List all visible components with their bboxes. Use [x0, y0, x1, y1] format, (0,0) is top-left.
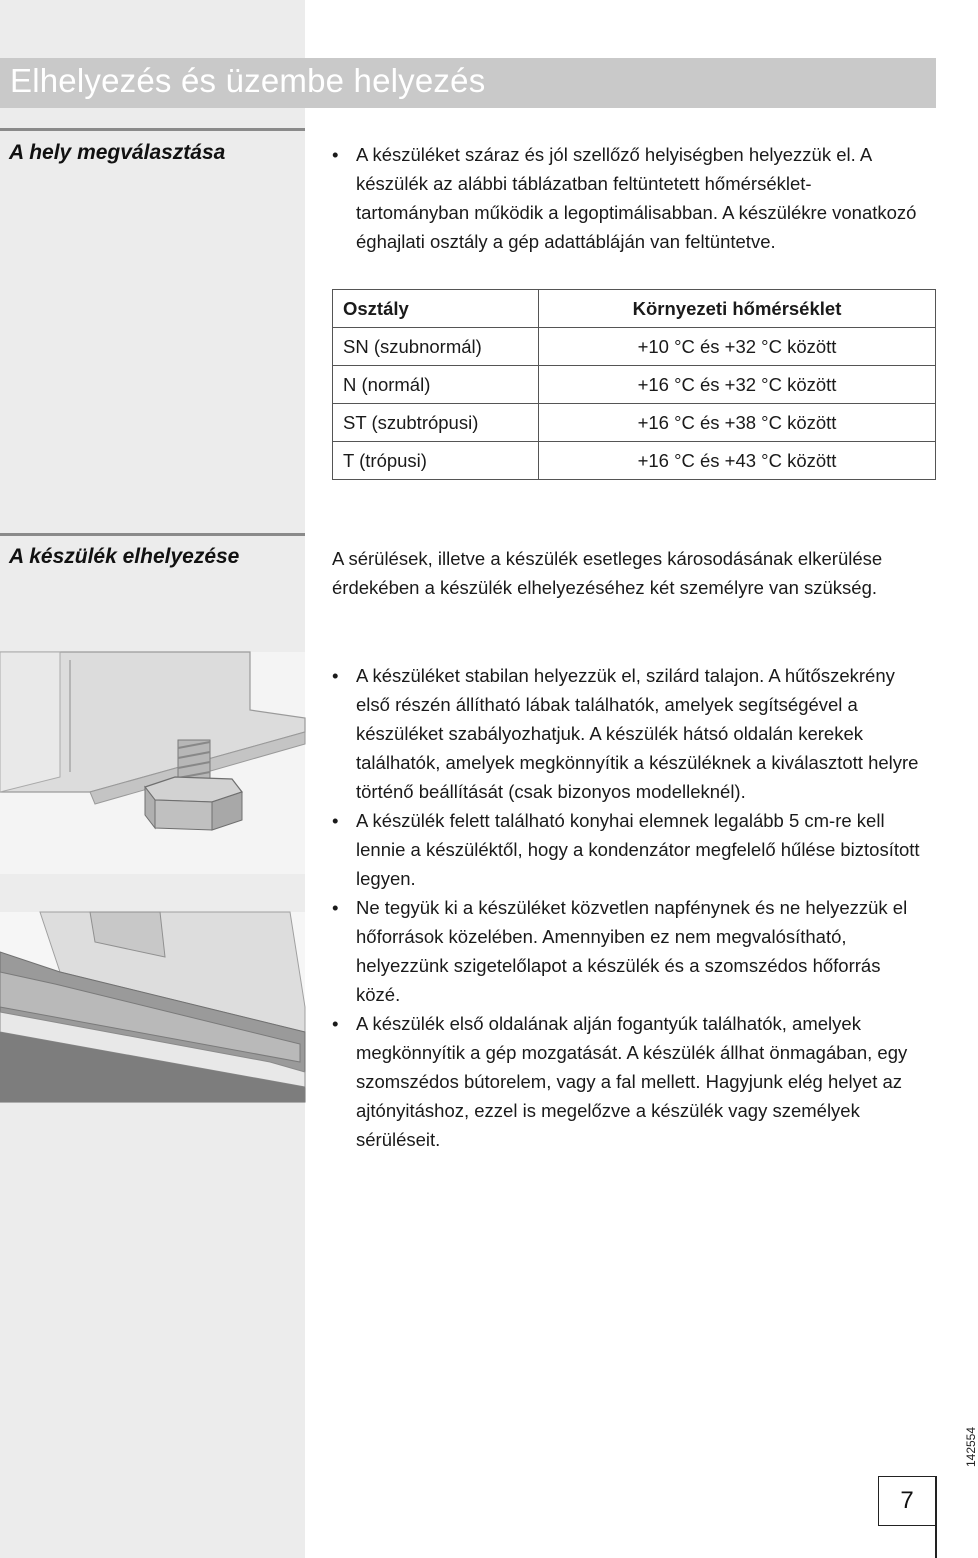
- section1-bullet-list: [332, 140, 917, 256]
- table-row: [333, 328, 936, 366]
- list-item: • A készüléket stabilan helyezzük el, szilárd talajon. A hűtőszekrény első részén állítható lábak találhatók, amelyek segítségével a készüléket szabályozhatjuk. A készülék hátsó oldalán kerekek találhatók, amelyek megkönnyítik a készüléknek a kiválasztott helyre történő beállítását (csak bizonyos modelleknél).: [332, 661, 922, 806]
- page-edge-line: [935, 1476, 937, 1558]
- table-row: [333, 404, 936, 442]
- appliance-base-illustration: [0, 912, 305, 1102]
- section2-intro: A sérülések, illetve a készülék esetleges károsodásának elkerülése érdekében a készülék elhelyezéséhez két személyre van szükség.: [332, 548, 883, 598]
- list-item: • Ne tegyük ki a készüléket közvetlen napfénynek és ne helyezzük el hőforrások közelében. Amennyiben ez nem megvalósítható, helyezzünk szigetelőlapot a készülék és a szomszédos hőforrás közé.: [332, 893, 922, 1009]
- section2-bullet-list: [332, 661, 922, 1154]
- table-cell-temperature: +16 °C és +38 °C között: [539, 404, 936, 442]
- section2-text: [332, 661, 922, 1154]
- column-header-temperature: Környezeti hőmérséklet: [539, 290, 936, 328]
- table-row: [333, 442, 936, 480]
- table-cell-temperature: +16 °C és +32 °C között: [539, 366, 936, 404]
- document-code: 142554: [964, 1426, 978, 1468]
- section-heading-placement: A készülék elhelyezése: [9, 545, 240, 568]
- adjustable-foot-illustration: [0, 652, 305, 874]
- appliance-base-handle-icon: [0, 912, 305, 1102]
- table-cell-class: SN (szubnormál): [333, 328, 539, 366]
- table-cell-class: T (trópusi): [333, 442, 539, 480]
- table-cell-temperature: +16 °C és +43 °C között: [539, 442, 936, 480]
- table-cell-class: ST (szubtrópusi): [333, 404, 539, 442]
- section-heading-location: A hely megválasztása: [9, 141, 226, 164]
- section1-text: [332, 140, 917, 256]
- table-header-row: [333, 290, 936, 328]
- section-rule: [0, 128, 305, 131]
- climate-class-table: [332, 289, 936, 480]
- list-item: • A készülék felett található konyhai elemnek legalább 5 cm-re kell lennie a készüléktől, hogy a kondenzátor megfelelő hűlése biztosított legyen.: [332, 806, 922, 893]
- adjustable-foot-icon: [0, 652, 305, 874]
- column-header-class: Osztály: [333, 290, 539, 328]
- section-rule: [0, 533, 305, 536]
- table-cell-class: N (normál): [333, 366, 539, 404]
- list-item: • A készüléket száraz és jól szellőző helyiségben helyezzük el. A készülék az alábbi táblázatban feltüntetett hőmérséklet-tartományban működik a legoptimálisabban. A készülékre vonatkozó éghajlati osztály a gép adattábláján van feltüntetve.: [332, 140, 917, 256]
- table-row: [333, 366, 936, 404]
- page-title: Elhelyezés és üzembe helyezés: [10, 62, 486, 99]
- page-number: 7: [878, 1476, 936, 1526]
- table-cell-temperature: +10 °C és +32 °C között: [539, 328, 936, 366]
- list-item: • A készülék első oldalának alján fogantyúk találhatók, amelyek megkönnyítik a gép mozgatását. A készülék állhat önmagában, egy szomszédos bútorelem, vagy a fal mellett. Hagyjunk elég helyet az ajtónyitáshoz, ezzel is megelőzve a készülék vagy személyek sérüléseit.: [332, 1009, 922, 1154]
